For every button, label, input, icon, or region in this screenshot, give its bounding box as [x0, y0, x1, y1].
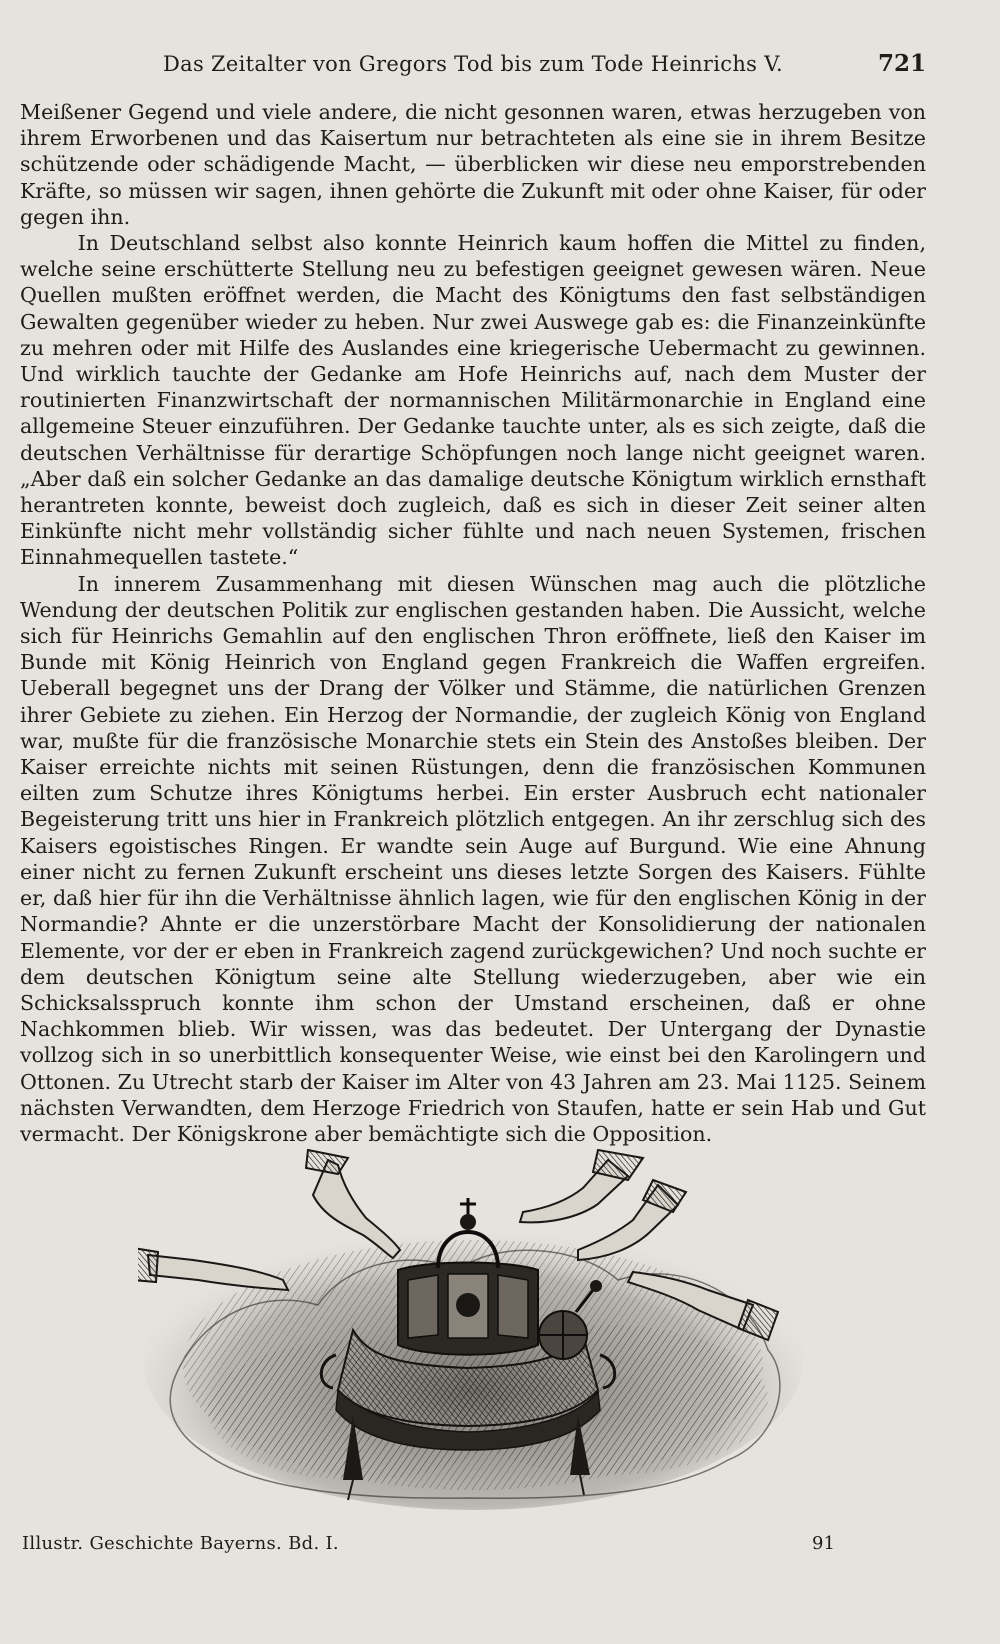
paragraph: In Deutschland selbst also konnte Heinrich kaum hoffen die Mittel zu finden, welche seine erschütterte Stellung neu zu befestigen geeignet gewesen wären. Neue Quellen mußten eröffnet werden, die Macht des Königtums den fast selbständigen Gewalten gegenüber wieder zu heben. Nur zwei Auswege gab es: die Finanzeinkünfte zu mehren oder mit Hilfe des Auslandes eine kriegerische Uebermacht zu gewinnen. Und wirklich tauchte der Gedanke am Hofe Heinrichs auf, nach dem Muster der routinierten Finanzwirtschaft der normannischen Militärmonarchie in England eine allgemeine Steuer einzuführen. Der Gedanke tauchte unter, als es sich zeigte, daß die deutschen Verhältnisse für derartige Schöpfungen noch lange nicht geeignet waren. „Aber daß ein solcher Gedanke an das damalige deutsche Königtum wirklich ernsthaft herantreten konnte, beweist doch zugleich, daß es sich in dieser Zeit seiner alten Einkünfte nicht mehr vollständig sicher fühlte und nach neuen Systemen, frischen Einnahmequellen tastete.“ [20, 231, 926, 570]
engraving-svg [138, 1140, 808, 1520]
running-title: Das Zeitalter von Gregors Tod bis zum Tode Heinrichs V. [163, 52, 783, 76]
paragraph: In innerem Zusammenhang mit diesen Wünschen mag auch die plötzliche Wendung der deutschen Politik zur englischen gestanden haben. Die Aussicht, welche sich für Heinrichs Gemahlin auf den englischen Thron eröffnete, ließ den Kaiser im Bunde mit König Heinrich von England gegen Frankreich die Waffen ergreifen. Ueberall begegnet uns der Drang der Völker und Stämme, die natürlichen Grenzen ihrer Gebiete zu ziehen. Ein Herzog der Normandie, der zugleich König von England war, mußte für die französische Monarchie stets ein Stein des Anstoßes bleiben. Der Kaiser erreichte nichts mit seinen Rüstungen, denn die französischen Kommunen eilten zum Schutze ihres Königtums herbei. Ein erster Ausbruch echt nationaler Begeisterung tritt uns hier in Frankreich plötzlich entgegen. An ihr zerschlug sich des Kaisers egoistisches Ringen. Er wandte sein Auge auf Burgund. Wie eine Ahnung einer nicht zu fernen Zukunft erscheint uns dieses letzte Sorgen des Kaisers. Fühlte er, daß hier für ihn die Verhältnisse ähnlich lagen, wie für den englischen König in der Normandie? Ahnte er die unzerstörbare Macht der Konsolidierung der nationalen Elemente, vor der er eben in Frankreich zagend zurückgewichen? Und noch suchte er dem deutschen Königtum seine alte Stellung wiederzugeben, aber wie ein Schicksalsspruch konnte ihm schon der Umstand erscheinen, daß er ohne Nachkommen blieb. Wir wissen, was das bedeutet. Der Untergang der Dynastie vollzog sich in so unerbittlich konsequenter Weise, wie einst bei den Karolingern und Ottonen. Zu Utrecht starb der Kaiser im Alter von 43 Jahren am 23. Mai 1125. Seinem nächsten Verwandten, dem Herzoge Friedrich von Staufen, hatte er sein Hab und Gut vermacht. Der Königskrone aber bemächtigte sich die Opposition. [20, 571, 926, 1146]
body-text [20, 99, 926, 1147]
page-header [20, 46, 926, 86]
crown-throne-hands-engraving-icon [138, 1140, 808, 1520]
page-number: 721 [877, 50, 926, 77]
page-footer [22, 1533, 926, 1563]
sheet-signature: 91 [812, 1533, 835, 1554]
paragraph: Meißener Gegend und viele andere, die nicht gesonnen waren, etwas herzugeben von ihrem Erworbenen und das Kaisertum nur betrachteten als eine sie in ihrem Besitze schützende oder schädigende Macht, — überblicken wir diese neu emporstrebenden Kräfte, so müssen wir sagen, ihnen gehörte die Zukunft mit oder ohne Kaiser, für oder gegen ihn. [20, 100, 926, 229]
cloud-shape [143, 1210, 803, 1510]
book-title: Illustr. Geschichte Bayerns. Bd. I. [22, 1533, 339, 1554]
